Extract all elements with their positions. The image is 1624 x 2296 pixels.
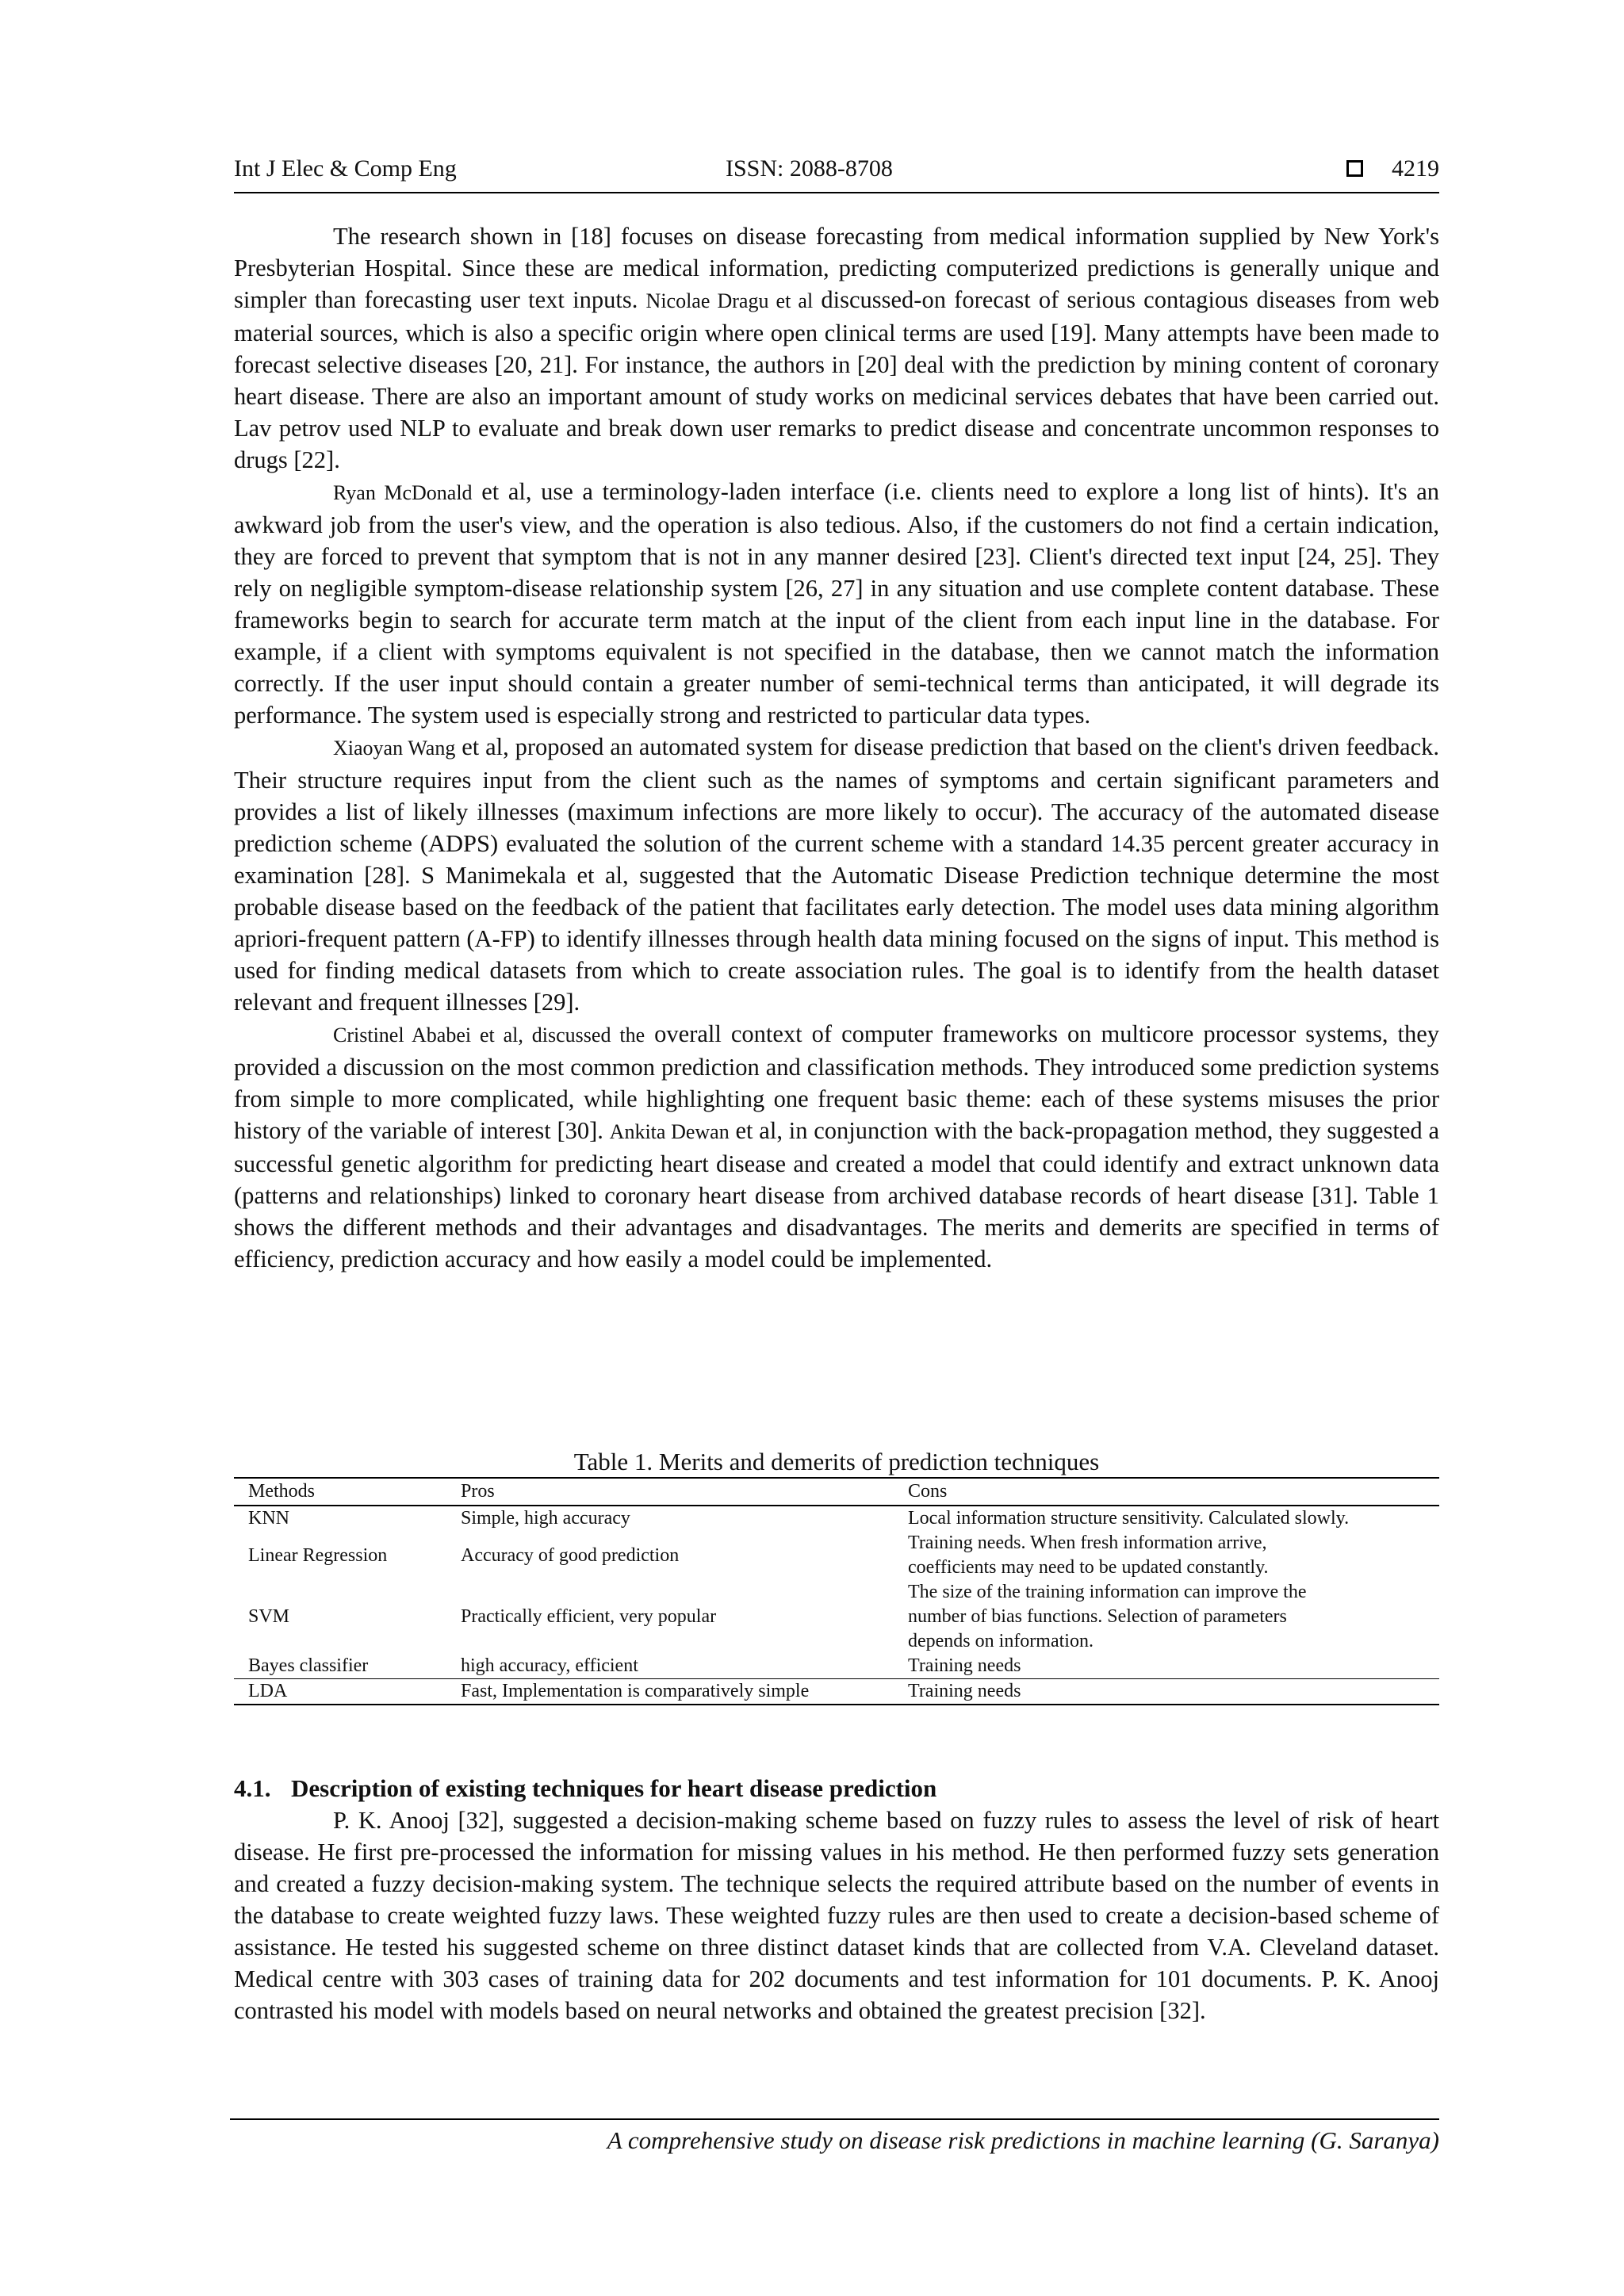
running-header	[234, 155, 1439, 193]
paragraph-4	[234, 1018, 1439, 1275]
paragraph-1-part-a: The research shown in [18] focuses on disease forecasting from medical information supplied by New York's Presbyterian Hospital. Since these are medical information, predicting computerized predictions is generally unique and simpler than forecasting user text inputs.	[234, 223, 1439, 313]
cons-line: The size of the training information can improve the	[908, 1582, 1307, 1602]
cons-cell: Training needs	[908, 1655, 1021, 1676]
paragraph-4-part-a: overall context of computer frameworks on multicore processor systems, they provided a discussion on the most common prediction and classification methods. They introduced some prediction systems from simple to more complicated, while highlighting one frequent basic theme: each of these systems misuses the prior history of the variable of interest [30].	[234, 1020, 1440, 1144]
issn: ISSN: 2088-8708	[726, 155, 893, 182]
cons-line: Training needs. When fresh information arrive,	[908, 1533, 1267, 1553]
pros-cell: Simple, high accuracy	[461, 1508, 630, 1529]
table-row	[234, 1531, 1439, 1580]
merits-table	[234, 1477, 1439, 1705]
table-header-row	[234, 1478, 1439, 1506]
journal-name: Int J Elec & Comp Eng	[234, 155, 457, 182]
column-header-cons: Cons	[894, 1478, 1439, 1506]
cons-line: depends on information.	[908, 1631, 1094, 1651]
cons-cell: Training needs	[894, 1679, 1439, 1705]
footer-rule	[230, 2118, 1439, 2120]
pros-cell: Practically efficient, very popular	[461, 1606, 717, 1627]
paragraph-4-part-b: et al, in conjunction with the back-propagation method, they suggested a successful genetic algorithm for predicting heart disease and created a model that could identify and extract unknown data (patterns and relationships) linked to coronary heart disease from archived database records of heart disease [31]. Table 1 shows the different methods and their advantages and disadvantages. The merits and demerits are specified in terms of efficiency, prediction accuracy and how easily a model could be implemented.	[234, 1117, 1439, 1272]
cons-cell: Local information structure sensitivity. Calculated slowly.	[908, 1508, 1350, 1529]
section-body	[234, 1804, 1439, 2026]
paragraph-2	[234, 476, 1439, 731]
author-name: Nicolae Dragu et al	[645, 289, 814, 312]
section-heading	[234, 1773, 936, 1804]
column-header-pros: Pros	[446, 1478, 894, 1506]
table-row	[234, 1580, 1439, 1654]
paragraph-1	[234, 220, 1439, 476]
method-cell: KNN	[248, 1508, 289, 1529]
body-text	[234, 220, 1439, 1275]
running-footer: A comprehensive study on disease risk predictions in machine learning (G. Saranya)	[607, 2126, 1439, 2154]
column-header-methods: Methods	[234, 1478, 446, 1506]
table-caption: Table 1. Merits and demerits of prediction techniques	[573, 1448, 1100, 1475]
section-number: 4.1.	[234, 1774, 271, 1802]
cons-line: coefficients may need to be updated constantly.	[908, 1557, 1269, 1578]
cons-line: number of bias functions. Selection of parameters	[908, 1606, 1287, 1627]
paragraph-3	[234, 731, 1439, 1018]
pros-cell: high accuracy, efficient	[461, 1655, 638, 1676]
method-cell: LDA	[234, 1679, 446, 1705]
method-cell: SVM	[248, 1606, 290, 1627]
paragraph-2-text: et al, use a terminology-laden interface (i.e. clients need to explore a long list of hints). It's an awkward job from the user's view, and the operation is also tedious. Also, if the customers do not find a certain indication, they are forced to prevent that symptom that is not in any manner desired [23]. Client's directed text input [24, 25]. They rely on negligible symptom-disease relationship system [26, 27] in any situation and use complete content database. These frameworks begin to search for accurate term match at the input of the client from each input line in the database. For example, if a client with symptoms equivalent is not specified in the database, then we cannot match the information correctly. If the user input should contain a greater number of semi-technical terms than anticipated, it will degrade its performance. The system used is especially strong and restricted to particular data types.	[234, 478, 1439, 729]
square-bullet-icon	[1346, 160, 1363, 177]
author-name: Ryan McDonald	[333, 481, 473, 504]
author-name: Xiaoyan Wang	[333, 737, 456, 760]
method-cell: Linear Regression	[248, 1544, 388, 1566]
paragraph-1-part-b: discussed-on forecast of serious contagious diseases from web material sources, which is also a specific origin where open clinical terms are used [19]. Many attempts have been made to forecast selective diseases [20, 21]. For instance, the authors in [20] deal with the prediction by mining content of coronary heart disease. There are also an important amount of study works on medicinal services debates that have been carried out. Lav petrov used NLP to evaluate and break down user remarks to predict disease and concentrate uncommon responses to drugs [22].	[234, 286, 1439, 473]
author-name: Ankita Dewan	[609, 1120, 730, 1143]
pros-cell: Accuracy of good prediction	[461, 1544, 680, 1566]
table-row	[234, 1679, 1439, 1705]
pros-cell: Fast, Implementation is comparatively simple	[446, 1679, 894, 1705]
table-row	[234, 1506, 1439, 1531]
page-number: 4219	[1392, 155, 1439, 182]
section-paragraph: P. K. Anooj [32], suggested a decision-making scheme based on fuzzy rules to assess the level of risk of heart disease. He first pre-processed the information for missing values in his method. He then performed fuzzy sets generation and created a fuzzy decision-making system. The technique selects the required attribute based on the number of events in the database to create weighted fuzzy laws. These weighted fuzzy rules are then used to create a decision-based scheme of assistance. He tested his suggested scheme on three distinct dataset kinds that are collected from V.A. Cleveland dataset. Medical centre with 303 cases of training data for 202 documents and test information for 101 documents. P. K. Anooj contrasted his model with models based on neural networks and obtained the greatest precision [32].	[234, 1807, 1439, 2024]
cons-cell	[894, 1531, 1439, 1580]
method-cell: Bayes classifier	[248, 1655, 369, 1676]
table-row	[234, 1654, 1439, 1679]
paragraph-3-text: et al, proposed an automated system for disease prediction that based on the client's driven feedback. Their structure requires input from the client such as the names of symptoms and certain significant parameters and provides a list of likely illnesses (maximum infections are more likely to occur). The accuracy of the automated disease prediction scheme (ADPS) evaluated the solution of the current scheme with a standard 14.35 percent greater accuracy in examination [28]. S Manimekala et al, suggested that the Automatic Disease Prediction technique determine the most probable disease based on the feedback of the patient that facilitates early detection. The model uses data mining algorithm apriori-frequent pattern (A-FP) to identify illnesses through health data mining focused on the signs of input. This method is used for finding medical datasets from which to create association rules. The goal is to identify from the health dataset relevant and frequent illnesses [29].	[234, 733, 1440, 1016]
section-title: Description of existing techniques for heart disease prediction	[291, 1774, 937, 1802]
page-number-group	[1346, 155, 1439, 182]
author-name: Cristinel Ababei et al, discussed the	[333, 1024, 645, 1047]
cons-cell	[894, 1580, 1439, 1654]
